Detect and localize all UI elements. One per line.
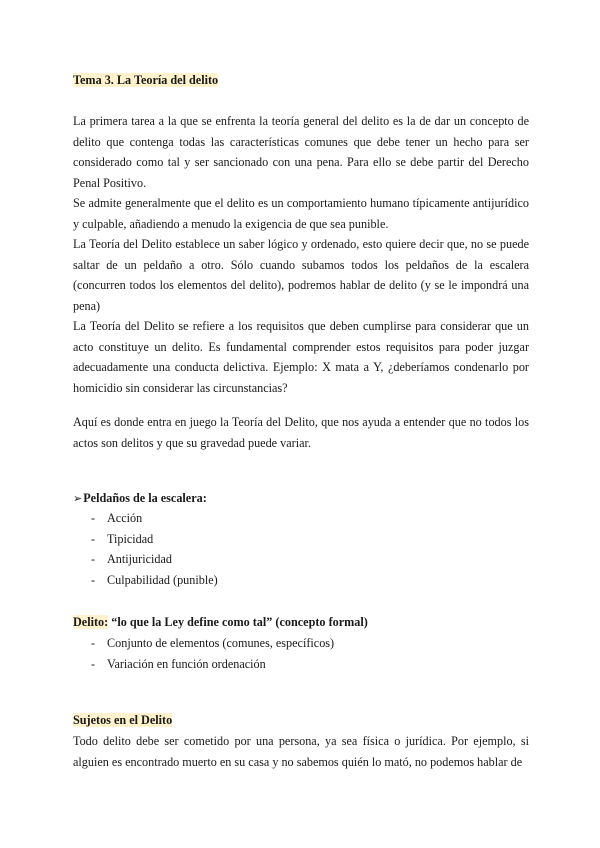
list-item — [73, 633, 334, 654]
sujetos-heading — [73, 710, 172, 731]
delito-label-highlight: Delito: — [73, 615, 109, 629]
dash-bullet: - — [91, 552, 96, 567]
paragraph-escalera: La Teoría del Delito establece un saber lógico y ordenado, esto quiere decir que, no se puede saltar de un peldaño a otro. Sólo cuando subamos todos los peldaños de la escalera (concurren todos los elementos del delito), podremos hablar de delito (y se le impondrá una pena) — [73, 237, 529, 313]
delito-heading — [73, 612, 368, 633]
dash-bullet: - — [91, 636, 96, 650]
list-item-text: Conjunto de elementos (comunes, específicos) — [107, 636, 335, 650]
list-item — [73, 654, 334, 675]
list-item-text: Antijuricidad — [107, 552, 172, 567]
paragraph-requisitos: La Teoría del Delito se refiere a los requisitos que deben cumplirse para considerar que un acto constituye un delito. Es fundamental comprender estos requisitos para poder juzgar adecuadamente una conducta delictiva. Ejemplo: X mata a Y, ¿deberíamos condenarlo por homicidio sin considerar las circunstancias? — [73, 319, 529, 395]
list-item — [73, 570, 218, 591]
list-item-text: Variación en función ordenación — [107, 656, 266, 671]
dash-bullet: - — [91, 531, 96, 546]
dash-bullet: - — [91, 656, 96, 671]
dash-bullet: - — [91, 511, 96, 525]
paragraph-sujetos: Todo delito debe ser cometido por una persona, ya sea física o jurídica. Por ejemplo, si alguien es encontrado muerto en su casa y no sabemos quién lo mató, no podemos hablar de — [73, 734, 529, 769]
steps-list — [73, 508, 218, 591]
list-item — [73, 529, 218, 550]
page-title — [73, 70, 218, 91]
delito-list — [73, 633, 334, 674]
paragraph-juego: Aquí es donde entra en juego la Teoría del Delito, que nos ayuda a entender que no todos los actos son delitos y que su gravedad puede variar. — [73, 415, 529, 450]
steps-heading-text: Peldaños de la escalera: — [83, 491, 207, 505]
paragraph-definition: Se admite generalmente que el delito es un comportamiento humano típicamente antijurídico y culpable, añadiendo a menudo la exigencia de que sea punible. — [73, 196, 529, 231]
list-item — [73, 549, 218, 570]
list-item-text: Acción — [107, 511, 143, 525]
paragraph-intro: La primera tarea a la que se enfrenta la teoría general del delito es la de dar un concepto de delito que contenga todas las características comunes que debe tener un hecho para ser considerado como tal y ser sancionado con una pena. Para ello se debe partir del Derecho Penal Positivo. — [73, 114, 529, 190]
steps-heading — [73, 488, 207, 510]
arrow-bullet-icon: ➢ — [73, 492, 83, 505]
list-item — [73, 508, 218, 529]
title-highlight: Tema 3. La Teoría del delito — [73, 73, 219, 87]
list-item-text: Culpabilidad (punible) — [107, 573, 218, 588]
dash-bullet: - — [91, 573, 96, 588]
delito-definition: “lo que la Ley define como tal” (concepto formal) — [108, 615, 368, 629]
list-item-text: Tipicidad — [107, 531, 154, 546]
sujetos-heading-highlight: Sujetos en el Delito — [73, 713, 173, 727]
